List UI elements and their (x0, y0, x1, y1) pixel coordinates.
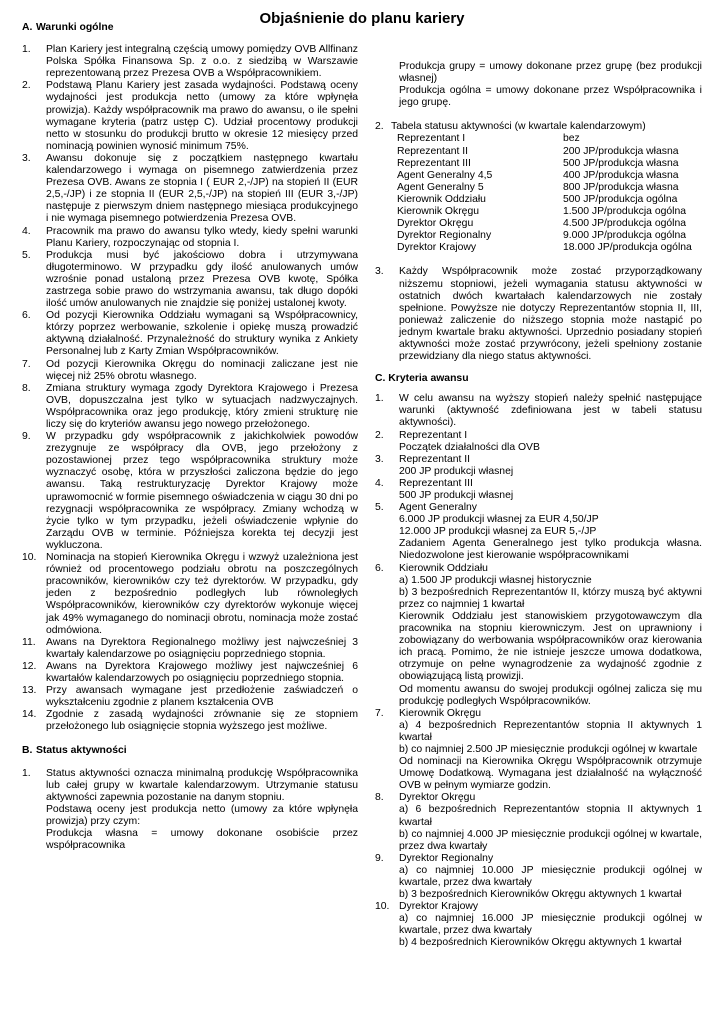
status-requirement: 200 JP/produkcja własna (563, 145, 679, 157)
list-item: 8. Zmiana struktury wymaga zgody Dyrektora Krajowego i Prezesa OVB, dopuszczalna jest tylko w sytuacjach nadzwyczajnych. Współpracownika oraz jego produkcję, który zmieni strukturę nie liczy się do kryteriów awansu jego nowego przełożonego. (22, 382, 358, 430)
list-item: 2. Reprezentant I Początek działalności dla OVB (375, 430, 702, 454)
status-requirement: 1.500 JP/produkcja ogólna (563, 206, 687, 218)
list-item-line: Dyrektor Regionalny (399, 852, 494, 864)
table-row (397, 206, 692, 218)
list-item-line: Początek działalności dla OVB (399, 441, 540, 453)
list-item-line: b) co najmniej 2.500 JP miesięcznie produkcji ogólnej w kwartale (399, 743, 698, 755)
left-column (22, 22, 358, 852)
status-requirement: 18.000 JP/produkcja ogólna (563, 242, 692, 254)
status-requirement: 800 JP/produkcja własna (563, 181, 679, 193)
section-c-heading: C. Kryteria awansu (375, 373, 469, 385)
list-item-line: Reprezentant III (399, 477, 473, 489)
list-item: 10. Nominacja na stopień Kierownika Okręgu i wzwyż uzależniona jest również od procentowego podziału obrotu na poszczególnych pracowników, kierowników czy też dyrektorów. W przypadku, gdy jeden z bezpośrednio podległych lub równoległych Współpracowników, kierowników czy dyrektorów wykonuje więcej jak 49% wymaganego do nominacji obrotu, nominacja może zostać odmówiona. (22, 552, 358, 636)
list-item-line: Dyrektor Krajowy (399, 901, 479, 913)
section-c-list (375, 393, 702, 949)
section-b-list (22, 768, 358, 853)
list-item-line: Kierownik Oddziału jest stanowiskiem przygotowawczym dla pracownika na stopniu kierowniczym. Jest on uprawniony i zobowiązany do werbowania współpracowników oraz kierowania ich pracą. Pomimo, że nie istnieje jeszcze umowa dodatkowa, otrzymuje on pełne wynagrodzenie za wydajność zgodnie z obowiązującą listą prowizji. (399, 610, 702, 683)
list-item-line: b) co najmniej 4.000 JP miesięcznie produkcji ogólnej w kwartale, przez dwa kwartały (399, 828, 702, 852)
list-item-line: 6.000 JP produkcji własnej za EUR 4,50/JP (399, 514, 599, 526)
list-item: 6. Od pozycji Kierownika Oddziału wymagani są Współpracownicy, którzy poprzez werbowanie, szkolenie i opiekę muszą prowadzić aktywną działalność. Przynależność do struktury wynika z Ankiety Personalnej lub z Karty Zmian Współpracowników. (22, 310, 358, 358)
list-item: 5. Agent Generalny 6.000 JP produkcji własnej za EUR 4,50/JP 12.000 JP produkcji własnej za EUR 5,-/JP Zadaniem Agenta Generalnego jest tylko produkcja własna. Niedozwolone jest kierowanie współpracownikami (375, 502, 702, 562)
list-item-line: Reprezentant II (399, 453, 471, 465)
status-role: Reprezentant II (397, 145, 469, 157)
production-total-def: Produkcja ogólna = umowy dokonane przez Współpracownika i jego grupę. (399, 85, 702, 109)
list-item: 3. Każdy Współpracownik może zostać przyporządkowany niższemu stopniowi, jeżeli wymagania statusu aktywności w ostatnich dwóch kwartałach kalendarzowych nie zostały spełnione. Powyższe nie dotyczy Reprezentantów stopnia II, III, ponieważ zaliczenie do niższego stopnia może nastąpić po jednym kwartale braku aktywności. Uprzednio posiadany stopień aktywności może zostać przywrócony, jeżeli spełniony zostanie przewidziany dla niego status aktywności. (375, 266, 702, 363)
list-item-line: Od momentu awansu do swojej produkcji ogólnej zalicza się mu produkcję podległych Współpracowników. (399, 683, 702, 707)
section-b-heading: B. Status aktywności (22, 745, 127, 757)
status-role: Agent Generalny 5 (397, 181, 484, 193)
status-role: Reprezentant III (397, 157, 471, 169)
status-role: Dyrektor Okręgu (397, 218, 474, 230)
list-item: 14. Zgodnie z zasadą wydajności zrównanie się ze stopniem przełożonego lub osiągnięcie stopnia wyższego jest możliwe. (22, 709, 358, 733)
status-requirement: 9.000 JP/produkcja ogólna (563, 230, 687, 242)
status-requirement: 500 JP/produkcja ogólna (563, 193, 678, 205)
list-item: 8. Dyrektor Okręgu a) 6 bezpośrednich Reprezentantów stopnia II aktywnych 1 kwartał b) co najmniej 4.000 JP miesięcznie produkcji ogólnej w kwartale, przez dwa kwartały (375, 792, 702, 852)
table-row (397, 170, 692, 182)
list-item-line: Agent Generalny (399, 502, 477, 514)
status-requirement: 400 JP/produkcja własna (563, 169, 679, 181)
status-role: Dyrektor Krajowy (397, 242, 477, 254)
list-item: 4. Reprezentant III 500 JP produkcji własnej (375, 478, 702, 502)
production-group-def: Produkcja grupy = umowy dokonane przez grupę (bez produkcji własnej) (399, 61, 702, 85)
list-item: 1. Plan Kariery jest integralną częścią umowy pomiędzy OVB Allfinanz Polska Spółka Finansowa Sp. z o.o. z siedzibą w Warszawie reprezentowaną przez Prezesa OVB a Współpracownikiem. (22, 44, 358, 80)
list-item: 7. Kierownik Okręgu a) 4 bezpośrednich Reprezentantów stopnia II aktywnych 1 kwartał b) co najmniej 2.500 JP miesięcznie produkcji ogólnej w kwartale Od nominacji na Kierownika Okręgu Współpracownik otrzymuje Umowę Dodatkową. Wymagana jest działalność na wyłączność OVB w pełnym wymiarze godzin. (375, 707, 702, 792)
list-item: 1. W celu awansu na wyższy stopień należy spełnić następujące warunki (aktywność zdefiniowana jest w tabeli statusu aktywności). (375, 393, 702, 429)
table-row (397, 133, 692, 145)
list-item-line: a) co najmniej 16.000 JP miesięcznie produkcji ogólnej w kwartale, przez dwa kwartały (399, 913, 702, 937)
list-item: 2. Podstawą Planu Kariery jest zasada wydajności. Podstawą oceny wydajności jest produkcja netto (umowy za które wpłynęła prowizja). Każdy współpracownik ma prawo do awansu, o ile spełni wymagane kryteria (patrz ustęp C). Udział procentowy produkcji netto w stosunku do produkcji brutto w okresie 12 miesięcy przed nominacją powinien wynosić minimum 75%. (22, 80, 358, 152)
list-item-line: a) 4 bezpośrednich Reprezentantów stopnia II aktywnych 1 kwartał (399, 719, 702, 743)
list-item: 1. Status aktywności oznacza minimalną produkcję Współpracownika lub całej grupy w kwartale kalendarzowym. Utrzymanie statusu aktywności zapewnia pozostanie na danym stopniu. Podstawą oceny jest produkcja netto (umowy za które wpłynęła prowizja) przy czym: Produkcja własna = umowy dokonane osobiście przez współpracownika (22, 767, 358, 852)
table-row (397, 242, 692, 254)
list-item: 10. Dyrektor Krajowy a) co najmniej 16.000 JP miesięcznie produkcji ogólnej w kwartale, przez dwa kwartały b) 4 bezpośrednich Kierowników Okręgu aktywnych 1 kwartał (375, 901, 702, 949)
list-item-line: a) co najmniej 10.000 JP miesięcznie produkcji ogólnej w kwartale, przez dwa kwartały (399, 864, 702, 888)
list-item: 11. Awans na Dyrektora Regionalnego możliwy jest najwcześniej 3 kwartały kalendarzowe po osiągnięciu poprzedniego stopnia. (22, 636, 358, 660)
list-item-line: b) 3 bezpośrednich Kierowników Okręgu aktywnych 1 kwartał (399, 889, 682, 901)
table-row (397, 230, 692, 242)
list-item-line: Reprezentant I (399, 429, 468, 441)
right-column (375, 61, 702, 950)
list-item-line: W celu awansu na wyższy stopień należy spełnić następujące warunki (aktywność zdefiniowana jest w tabeli statusu aktywności). (399, 393, 702, 429)
section-a-list (22, 44, 358, 733)
list-item: 3. Reprezentant II 200 JP produkcji własnej (375, 454, 702, 478)
status-requirement: 500 JP/produkcja własna (563, 157, 679, 169)
list-item-line: Od nominacji na Kierownika Okręgu Współpracownik otrzymuje Umowę Dodatkową. Wymagana jest działalność na wyłączność OVB w pełnym wymiarze godzin. (399, 756, 702, 792)
list-item-line: b) 3 bezpośrednich Reprezentantów II, którzy muszą być aktywni przez co najmniej 1 kwartał (399, 586, 702, 610)
list-item: 9. W przypadku gdy współpracownik z jakichkolwiek powodów zrezygnuje ze współpracy dla OVB, jego przełożony z pozostawionej przez tego współpracownika struktury może wyznaczyć osobę, która w przyszłości zaliczona będzie do jego awansu. Taką restrukturyzację Dyrektor Krajowy może uprawomocnić w formie pisemnego oświadczenia w ciągu 30 dni po rezygnacji współpracownika ze współpracy. Zmiany wchodzą w życie tylko w tym przypadku, jeżeli oświadczenie wpłynie do Zarządu OVB w terminie. Późniejsza korekta tej decyzji jest wykluczona. (22, 431, 358, 551)
list-item-line: Kierownik Okręgu (399, 707, 482, 719)
status-role: Dyrektor Regionalny (397, 230, 492, 242)
list-item: 6. Kierownik Oddziału a) 1.500 JP produkcji własnej historycznie b) 3 bezpośrednich Reprezentantów II, którzy muszą być aktywni przez co najmniej 1 kwartał Kierownik Oddziału jest stanowiskiem przygotowawczym dla pracownika na stopniu kierowniczym. Jest on uprawniony i zobowiązany do werbowania współpracowników oraz kierowania ich pracą. Pomimo, że nie istnieje jeszcze umowa dodatkowa, otrzymuje on pełne wynagrodzenie za wydajność zgodnie z obowiązującą listą prowizji. Od momentu awansu do swojej produkcji ogólnej zalicza się mu produkcję podległych Współpracowników. (375, 562, 702, 707)
activity-status-table (397, 133, 692, 254)
status-role: Kierownik Okręgu (397, 206, 480, 218)
status-requirement: bez (563, 133, 580, 145)
list-item: 3. Awansu dokonuje się z początkiem następnego kwartału kalendarzowego i wymaga on pisemnego zatwierdzenia przez Prezesa OVB. Awans ze stopnia I ( EUR 2,-/JP) na stopień II (EUR 2,5,-/JP) i ze stopnia II (EUR 2,5,-/JP) na stopień III (EUR 3,-/JP) następuje z pierwszym dniem następnego miesiąca produkcyjnego i nie wymaga pisemnego potwierdzenia Prezesa OVB. (22, 152, 358, 225)
table-row (397, 194, 692, 206)
list-item-line: 200 JP produkcji własnej (399, 465, 514, 477)
section-a-heading: A. Warunki ogólne (22, 22, 114, 33)
list-item: 9. Dyrektor Regionalny a) co najmniej 10.000 JP miesięcznie produkcji ogólnej w kwartale, przez dwa kwartały b) 3 bezpośrednich Kierowników Okręgu aktywnych 1 kwartał (375, 852, 702, 901)
status-role: Agent Generalny 4,5 (397, 169, 493, 181)
list-item: 13. Przy awansach wymagane jest przedłożenie zaświadczeń o wykształceniu zgodnie z planem kształcenia OVB (22, 685, 358, 709)
status-role: Kierownik Oddziału (397, 193, 486, 205)
table-row (397, 158, 692, 170)
page-title: Objaśnienie do planu kariery (259, 10, 465, 27)
list-item: 7. Od pozycji Kierownika Okręgu do nominacji zaliczane jest nie więcej niż 25% obrotu własnego. (22, 358, 358, 382)
list-item-line: a) 1.500 JP produkcji własnej historycznie (399, 574, 592, 586)
list-item-line: Zadaniem Agenta Generalnego jest tylko produkcja własna. Niedozwolone jest kierowanie współpracownikami (399, 538, 702, 562)
list-item: 4. Pracownik ma prawo do awansu tylko wtedy, kiedy spełni warunki Planu Kariery, rozpoczynając od stopnia I. (22, 225, 358, 249)
list-item-line: a) 6 bezpośrednich Reprezentantów stopnia II aktywnych 1 kwartał (399, 804, 702, 828)
list-item: 12. Awans na Dyrektora Krajowego możliwy jest najwcześniej 6 kwartałów kalendarzowych po osiągnięciu poprzedniego stopnia. (22, 660, 358, 684)
list-item-line: Kierownik Oddziału (399, 562, 488, 574)
section-b-list-cont (375, 266, 702, 363)
list-item-line: b) 4 bezpośrednich Kierowników Okręgu aktywnych 1 kwartał (399, 937, 682, 949)
status-role: Reprezentant I (397, 133, 466, 145)
status-requirement: 4.500 JP/produkcja ogólna (563, 218, 687, 230)
list-item-line: 12.000 JP produkcji własnej za EUR 5,-/JP (399, 526, 597, 538)
list-item-line: Dyrektor Okręgu (399, 792, 476, 804)
activity-table-heading: 2. Tabela statusu aktywności (w kwartale kalendarzowym) (375, 121, 646, 133)
table-row (397, 218, 692, 230)
list-item-line: 500 JP produkcji własnej (399, 490, 514, 501)
list-item: 5. Produkcja musi być jakościowo dobra i utrzymywana długoterminowo. W przypadku gdy ilość anulowanych umów wzrośnie ponad ustaloną przez Prezesa OVB kwotę, Spółka zastrzega sobie prawo do wstrzymania awansu, tak długo dopóki ilość umów anulowanych nie znajdzie się poniżej ustalonej kwoty. (22, 249, 358, 310)
table-row (397, 146, 692, 158)
table-row (397, 182, 692, 194)
